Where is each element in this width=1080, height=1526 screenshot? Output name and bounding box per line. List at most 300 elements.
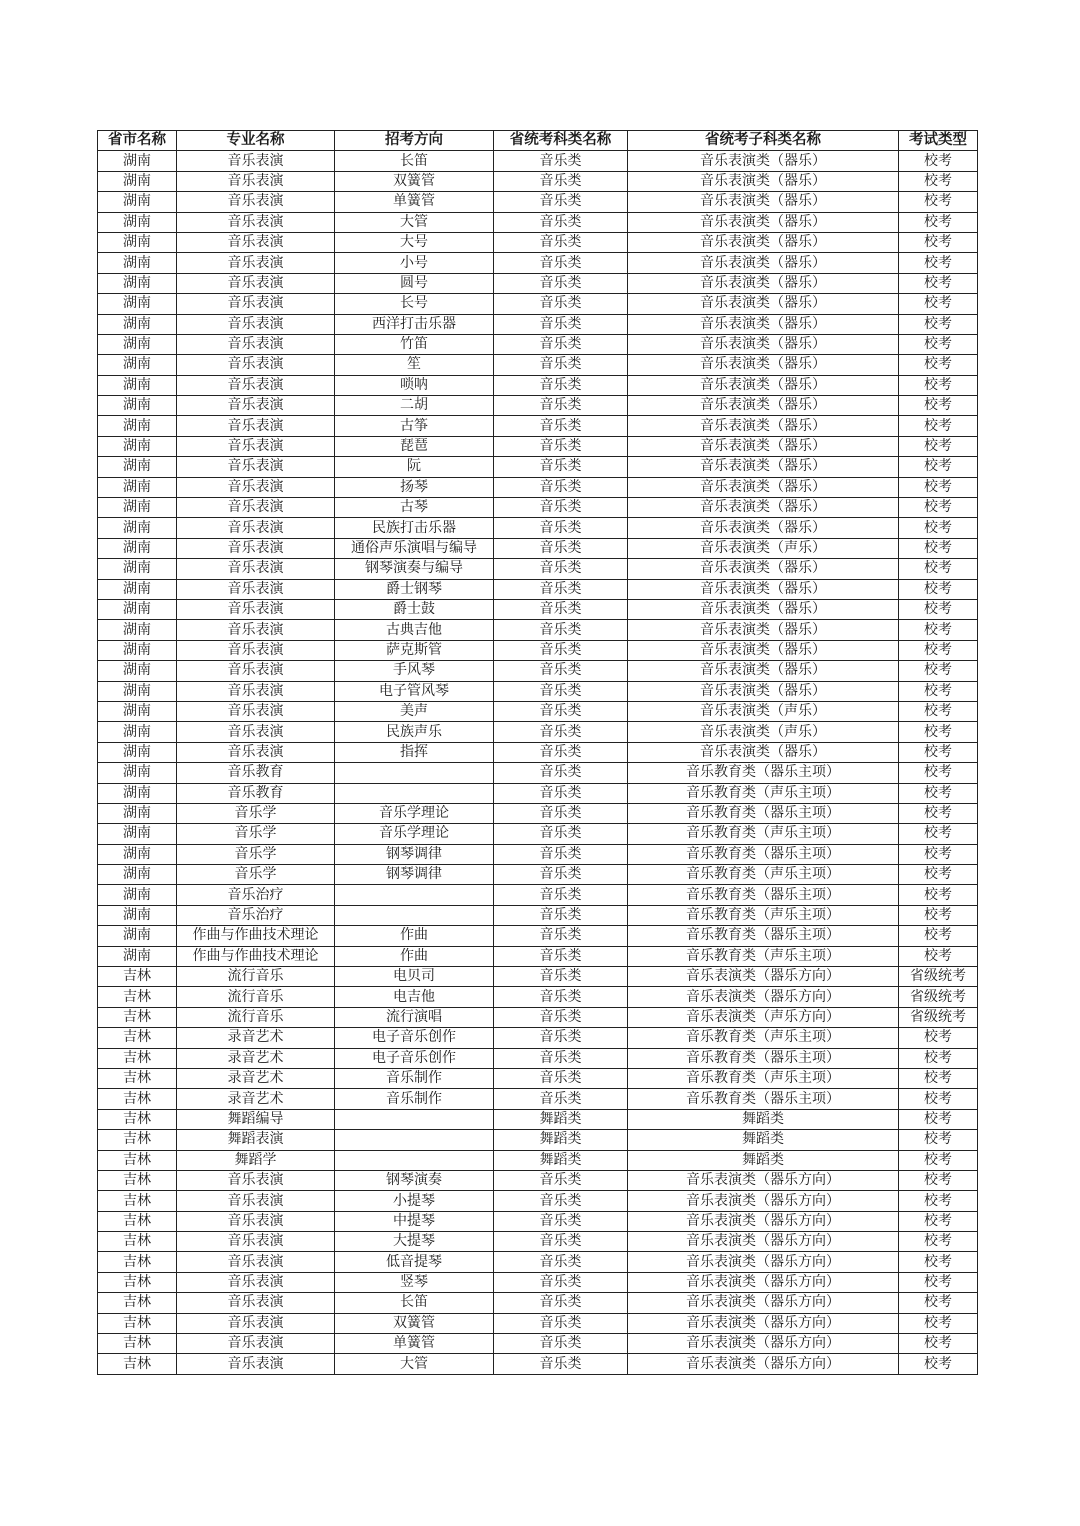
cell-province: 湖南 — [98, 844, 177, 864]
cell-exam-type: 校考 — [899, 334, 978, 354]
cell-major: 音乐表演 — [177, 1313, 335, 1333]
cell-major: 音乐学 — [177, 844, 335, 864]
cell-province: 湖南 — [98, 722, 177, 742]
cell-province: 湖南 — [98, 640, 177, 660]
cell-province: 湖南 — [98, 865, 177, 885]
cell-subcategory: 音乐教育类（声乐主项） — [628, 1028, 899, 1048]
cell-major: 作曲与作曲技术理论 — [177, 946, 335, 966]
table-row — [98, 803, 978, 823]
cell-category: 音乐类 — [494, 987, 628, 1007]
header-row — [98, 131, 978, 151]
cell-category: 音乐类 — [494, 905, 628, 925]
cell-category: 音乐类 — [494, 1089, 628, 1109]
cell-subcategory: 音乐教育类（声乐主项） — [628, 1068, 899, 1088]
cell-subcategory: 音乐教育类（声乐主项） — [628, 783, 899, 803]
cell-direction: 小提琴 — [335, 1191, 494, 1211]
cell-subcategory: 音乐教育类（声乐主项） — [628, 865, 899, 885]
table-row — [98, 375, 978, 395]
cell-major: 音乐表演 — [177, 232, 335, 252]
table-row — [98, 1313, 978, 1333]
cell-exam-type: 省级统考 — [899, 987, 978, 1007]
cell-category: 音乐类 — [494, 559, 628, 579]
cell-exam-type: 校考 — [899, 1232, 978, 1252]
table-row — [98, 396, 978, 416]
cell-category: 音乐类 — [494, 436, 628, 456]
table-row — [98, 1272, 978, 1292]
cell-category: 音乐类 — [494, 1232, 628, 1252]
cell-province: 湖南 — [98, 334, 177, 354]
cell-province: 湖南 — [98, 396, 177, 416]
cell-subcategory: 音乐表演类（器乐） — [628, 151, 899, 171]
cell-category: 音乐类 — [494, 824, 628, 844]
cell-category: 音乐类 — [494, 171, 628, 191]
cell-major: 音乐表演 — [177, 457, 335, 477]
cell-major: 音乐表演 — [177, 355, 335, 375]
table-row — [98, 355, 978, 375]
cell-category: 音乐类 — [494, 1334, 628, 1354]
cell-category: 音乐类 — [494, 477, 628, 497]
cell-subcategory: 音乐表演类（器乐方向） — [628, 967, 899, 987]
cell-category: 音乐类 — [494, 1048, 628, 1068]
cell-direction: 小号 — [335, 253, 494, 273]
cell-major: 音乐表演 — [177, 171, 335, 191]
table-row — [98, 620, 978, 640]
cell-exam-type: 校考 — [899, 1293, 978, 1313]
table-row — [98, 905, 978, 925]
cell-province: 吉林 — [98, 987, 177, 1007]
cell-province: 吉林 — [98, 1313, 177, 1333]
cell-category: 音乐类 — [494, 1068, 628, 1088]
cell-category: 音乐类 — [494, 579, 628, 599]
cell-province: 吉林 — [98, 967, 177, 987]
cell-subcategory: 音乐表演类（器乐） — [628, 681, 899, 701]
table-row — [98, 477, 978, 497]
cell-province: 湖南 — [98, 701, 177, 721]
table-row — [98, 192, 978, 212]
cell-exam-type: 校考 — [899, 926, 978, 946]
cell-major: 音乐表演 — [177, 681, 335, 701]
cell-province: 湖南 — [98, 946, 177, 966]
cell-province: 吉林 — [98, 1028, 177, 1048]
cell-category: 音乐类 — [494, 926, 628, 946]
cell-exam-type: 校考 — [899, 599, 978, 619]
cell-major: 录音艺术 — [177, 1048, 335, 1068]
cell-province: 湖南 — [98, 436, 177, 456]
cell-province: 湖南 — [98, 212, 177, 232]
cell-direction: 单簧管 — [335, 1334, 494, 1354]
cell-exam-type: 校考 — [899, 1334, 978, 1354]
table-row — [98, 538, 978, 558]
cell-direction: 钢琴调律 — [335, 844, 494, 864]
cell-subcategory: 音乐教育类（声乐主项） — [628, 946, 899, 966]
header-category: 省统考科类名称 — [494, 131, 628, 151]
cell-province: 吉林 — [98, 1211, 177, 1231]
cell-major: 音乐表演 — [177, 661, 335, 681]
cell-exam-type: 校考 — [899, 294, 978, 314]
cell-major: 录音艺术 — [177, 1089, 335, 1109]
table-row — [98, 1068, 978, 1088]
cell-major: 音乐学 — [177, 824, 335, 844]
table-row — [98, 1293, 978, 1313]
cell-subcategory: 音乐表演类（器乐） — [628, 559, 899, 579]
cell-province: 湖南 — [98, 783, 177, 803]
cell-subcategory: 音乐表演类（器乐方向） — [628, 987, 899, 1007]
table-body — [98, 151, 978, 1374]
cell-province: 湖南 — [98, 803, 177, 823]
table-row — [98, 722, 978, 742]
cell-major: 音乐表演 — [177, 151, 335, 171]
cell-exam-type: 校考 — [899, 905, 978, 925]
cell-province: 湖南 — [98, 824, 177, 844]
cell-major: 流行音乐 — [177, 987, 335, 1007]
header-major: 专业名称 — [177, 131, 335, 151]
table-row — [98, 171, 978, 191]
table-row — [98, 1191, 978, 1211]
table-row — [98, 763, 978, 783]
cell-subcategory: 音乐表演类（器乐方向） — [628, 1334, 899, 1354]
cell-category: 音乐类 — [494, 375, 628, 395]
cell-direction: 指挥 — [335, 742, 494, 762]
cell-direction: 电贝司 — [335, 967, 494, 987]
cell-direction — [335, 885, 494, 905]
cell-province: 湖南 — [98, 294, 177, 314]
table-row — [98, 824, 978, 844]
cell-province: 吉林 — [98, 1170, 177, 1190]
cell-exam-type: 校考 — [899, 865, 978, 885]
cell-direction: 竹笛 — [335, 334, 494, 354]
cell-exam-type: 校考 — [899, 375, 978, 395]
cell-province: 湖南 — [98, 620, 177, 640]
cell-subcategory: 音乐表演类（器乐方向） — [628, 1272, 899, 1292]
cell-category: 音乐类 — [494, 1007, 628, 1027]
cell-province: 湖南 — [98, 355, 177, 375]
cell-subcategory: 音乐表演类（器乐方向） — [628, 1252, 899, 1272]
table-row — [98, 844, 978, 864]
cell-province: 湖南 — [98, 253, 177, 273]
cell-direction: 民族打击乐器 — [335, 518, 494, 538]
cell-major: 音乐表演 — [177, 416, 335, 436]
cell-major: 音乐表演 — [177, 1170, 335, 1190]
cell-exam-type: 校考 — [899, 518, 978, 538]
cell-direction — [335, 1109, 494, 1129]
cell-exam-type: 校考 — [899, 1109, 978, 1129]
cell-exam-type: 校考 — [899, 1354, 978, 1374]
cell-exam-type: 校考 — [899, 498, 978, 518]
cell-exam-type: 校考 — [899, 885, 978, 905]
cell-category: 音乐类 — [494, 661, 628, 681]
cell-exam-type: 校考 — [899, 1211, 978, 1231]
cell-major: 音乐表演 — [177, 294, 335, 314]
cell-major: 音乐表演 — [177, 253, 335, 273]
cell-province: 湖南 — [98, 498, 177, 518]
table-row — [98, 946, 978, 966]
cell-major: 音乐表演 — [177, 701, 335, 721]
cell-exam-type: 校考 — [899, 824, 978, 844]
cell-direction: 钢琴调律 — [335, 865, 494, 885]
cell-exam-type: 校考 — [899, 1313, 978, 1333]
table-row — [98, 334, 978, 354]
cell-major: 录音艺术 — [177, 1068, 335, 1088]
cell-major: 音乐治疗 — [177, 885, 335, 905]
cell-direction: 单簧管 — [335, 192, 494, 212]
cell-exam-type: 校考 — [899, 273, 978, 293]
cell-province: 湖南 — [98, 599, 177, 619]
cell-category: 音乐类 — [494, 1293, 628, 1313]
cell-exam-type: 校考 — [899, 171, 978, 191]
cell-subcategory: 音乐教育类（器乐主项） — [628, 1048, 899, 1068]
cell-exam-type: 省级统考 — [899, 967, 978, 987]
table-row — [98, 212, 978, 232]
table-row — [98, 498, 978, 518]
cell-major: 音乐表演 — [177, 742, 335, 762]
table-row — [98, 1334, 978, 1354]
cell-major: 音乐治疗 — [177, 905, 335, 925]
cell-major: 音乐表演 — [177, 538, 335, 558]
cell-subcategory: 音乐表演类（器乐方向） — [628, 1293, 899, 1313]
cell-category: 音乐类 — [494, 151, 628, 171]
cell-subcategory: 音乐表演类（器乐） — [628, 273, 899, 293]
table-row — [98, 599, 978, 619]
cell-major: 音乐表演 — [177, 1334, 335, 1354]
cell-major: 音乐表演 — [177, 212, 335, 232]
table-row — [98, 885, 978, 905]
cell-subcategory: 音乐表演类（器乐） — [628, 334, 899, 354]
cell-exam-type: 校考 — [899, 579, 978, 599]
cell-direction: 琵琶 — [335, 436, 494, 456]
cell-province: 湖南 — [98, 763, 177, 783]
header-direction: 招考方向 — [335, 131, 494, 151]
cell-province: 吉林 — [98, 1232, 177, 1252]
cell-category: 音乐类 — [494, 885, 628, 905]
cell-subcategory: 音乐表演类（器乐） — [628, 661, 899, 681]
cell-exam-type: 校考 — [899, 1028, 978, 1048]
cell-major: 舞蹈学 — [177, 1150, 335, 1170]
cell-exam-type: 校考 — [899, 1130, 978, 1150]
cell-subcategory: 音乐表演类（器乐） — [628, 620, 899, 640]
cell-province: 吉林 — [98, 1334, 177, 1354]
cell-category: 舞蹈类 — [494, 1109, 628, 1129]
cell-direction: 圆号 — [335, 273, 494, 293]
cell-subcategory: 音乐表演类（器乐） — [628, 396, 899, 416]
cell-category: 音乐类 — [494, 232, 628, 252]
cell-exam-type: 校考 — [899, 314, 978, 334]
cell-direction: 萨克斯管 — [335, 640, 494, 660]
cell-exam-type: 校考 — [899, 559, 978, 579]
cell-subcategory: 音乐表演类（器乐方向） — [628, 1354, 899, 1374]
cell-subcategory: 音乐教育类（声乐主项） — [628, 824, 899, 844]
cell-exam-type: 校考 — [899, 722, 978, 742]
cell-exam-type: 校考 — [899, 763, 978, 783]
header-exam-type: 考试类型 — [899, 131, 978, 151]
table-row — [98, 640, 978, 660]
table-row — [98, 1252, 978, 1272]
table-row — [98, 1354, 978, 1374]
cell-exam-type: 校考 — [899, 1150, 978, 1170]
cell-direction: 钢琴演奏 — [335, 1170, 494, 1190]
cell-subcategory: 舞蹈类 — [628, 1130, 899, 1150]
cell-exam-type: 校考 — [899, 1252, 978, 1272]
table-row — [98, 1007, 978, 1027]
cell-direction: 大提琴 — [335, 1232, 494, 1252]
cell-subcategory: 音乐表演类（器乐） — [628, 416, 899, 436]
cell-direction: 音乐学理论 — [335, 824, 494, 844]
cell-direction: 古筝 — [335, 416, 494, 436]
cell-category: 音乐类 — [494, 1252, 628, 1272]
cell-province: 湖南 — [98, 559, 177, 579]
cell-province: 湖南 — [98, 885, 177, 905]
cell-subcategory: 音乐表演类（器乐） — [628, 253, 899, 273]
cell-subcategory: 音乐教育类（器乐主项） — [628, 803, 899, 823]
cell-exam-type: 校考 — [899, 232, 978, 252]
cell-direction: 双簧管 — [335, 1313, 494, 1333]
cell-direction — [335, 783, 494, 803]
cell-subcategory: 音乐表演类（声乐） — [628, 538, 899, 558]
cell-province: 湖南 — [98, 579, 177, 599]
cell-subcategory: 音乐表演类（器乐） — [628, 457, 899, 477]
cell-major: 音乐表演 — [177, 375, 335, 395]
cell-category: 音乐类 — [494, 538, 628, 558]
cell-province: 吉林 — [98, 1130, 177, 1150]
cell-subcategory: 音乐教育类（器乐主项） — [628, 844, 899, 864]
cell-major: 音乐表演 — [177, 579, 335, 599]
cell-category: 音乐类 — [494, 1354, 628, 1374]
cell-subcategory: 音乐表演类（器乐） — [628, 212, 899, 232]
exam-table — [97, 130, 978, 1375]
table-row — [98, 742, 978, 762]
cell-direction: 长号 — [335, 294, 494, 314]
cell-direction: 电子音乐创作 — [335, 1028, 494, 1048]
table-row — [98, 253, 978, 273]
cell-province: 湖南 — [98, 518, 177, 538]
table-row — [98, 273, 978, 293]
cell-province: 吉林 — [98, 1354, 177, 1374]
cell-major: 音乐表演 — [177, 273, 335, 293]
cell-subcategory: 音乐表演类（声乐） — [628, 701, 899, 721]
cell-province: 吉林 — [98, 1089, 177, 1109]
cell-subcategory: 音乐表演类（器乐） — [628, 294, 899, 314]
cell-exam-type: 校考 — [899, 803, 978, 823]
cell-category: 音乐类 — [494, 273, 628, 293]
cell-subcategory: 音乐表演类（器乐） — [628, 477, 899, 497]
cell-category: 音乐类 — [494, 967, 628, 987]
table-row — [98, 294, 978, 314]
cell-direction: 音乐制作 — [335, 1089, 494, 1109]
header-province: 省市名称 — [98, 131, 177, 151]
cell-province: 湖南 — [98, 926, 177, 946]
cell-category: 音乐类 — [494, 416, 628, 436]
cell-province: 湖南 — [98, 905, 177, 925]
cell-exam-type: 校考 — [899, 253, 978, 273]
cell-category: 音乐类 — [494, 518, 628, 538]
cell-category: 音乐类 — [494, 763, 628, 783]
table-row — [98, 1211, 978, 1231]
cell-category: 音乐类 — [494, 620, 628, 640]
cell-major: 音乐表演 — [177, 620, 335, 640]
cell-category: 音乐类 — [494, 212, 628, 232]
table-row — [98, 1232, 978, 1252]
cell-major: 音乐表演 — [177, 1191, 335, 1211]
table-row — [98, 416, 978, 436]
cell-direction: 民族声乐 — [335, 722, 494, 742]
cell-subcategory: 舞蹈类 — [628, 1150, 899, 1170]
cell-exam-type: 校考 — [899, 946, 978, 966]
cell-category: 音乐类 — [494, 314, 628, 334]
cell-major: 音乐表演 — [177, 498, 335, 518]
cell-direction: 作曲 — [335, 946, 494, 966]
cell-subcategory: 音乐表演类（器乐） — [628, 599, 899, 619]
cell-major: 音乐表演 — [177, 1252, 335, 1272]
cell-province: 湖南 — [98, 314, 177, 334]
cell-subcategory: 音乐教育类（声乐主项） — [628, 905, 899, 925]
cell-province: 湖南 — [98, 375, 177, 395]
cell-major: 音乐表演 — [177, 599, 335, 619]
cell-subcategory: 音乐表演类（声乐） — [628, 722, 899, 742]
table-row — [98, 681, 978, 701]
cell-subcategory: 音乐表演类（器乐） — [628, 518, 899, 538]
table-row — [98, 1048, 978, 1068]
cell-major: 音乐表演 — [177, 722, 335, 742]
table-header — [98, 131, 978, 151]
table-row — [98, 1109, 978, 1129]
table-row — [98, 1150, 978, 1170]
cell-major: 音乐表演 — [177, 1354, 335, 1374]
cell-category: 音乐类 — [494, 803, 628, 823]
cell-major: 流行音乐 — [177, 1007, 335, 1027]
cell-province: 吉林 — [98, 1252, 177, 1272]
table-row — [98, 232, 978, 252]
cell-subcategory: 音乐表演类（器乐方向） — [628, 1170, 899, 1190]
cell-subcategory: 音乐表演类（器乐） — [628, 232, 899, 252]
cell-category: 音乐类 — [494, 1028, 628, 1048]
cell-direction: 扬琴 — [335, 477, 494, 497]
table-row — [98, 701, 978, 721]
cell-direction: 电吉他 — [335, 987, 494, 1007]
cell-exam-type: 校考 — [899, 477, 978, 497]
cell-direction: 大管 — [335, 212, 494, 232]
table-row — [98, 1089, 978, 1109]
cell-exam-type: 校考 — [899, 416, 978, 436]
cell-category: 音乐类 — [494, 253, 628, 273]
cell-major: 舞蹈表演 — [177, 1130, 335, 1150]
cell-direction: 爵士钢琴 — [335, 579, 494, 599]
cell-exam-type: 校考 — [899, 1191, 978, 1211]
cell-direction: 古典吉他 — [335, 620, 494, 640]
cell-major: 音乐表演 — [177, 334, 335, 354]
cell-category: 音乐类 — [494, 294, 628, 314]
table-row — [98, 518, 978, 538]
cell-direction: 长笛 — [335, 1293, 494, 1313]
cell-direction — [335, 763, 494, 783]
cell-province: 湖南 — [98, 171, 177, 191]
cell-exam-type: 校考 — [899, 151, 978, 171]
cell-subcategory: 音乐教育类（器乐主项） — [628, 926, 899, 946]
cell-category: 音乐类 — [494, 1211, 628, 1231]
cell-province: 吉林 — [98, 1007, 177, 1027]
cell-province: 湖南 — [98, 192, 177, 212]
cell-category: 音乐类 — [494, 701, 628, 721]
cell-major: 录音艺术 — [177, 1028, 335, 1048]
cell-direction: 爵士鼓 — [335, 599, 494, 619]
cell-direction: 通俗声乐演唱与编导 — [335, 538, 494, 558]
cell-province: 湖南 — [98, 273, 177, 293]
cell-major: 作曲与作曲技术理论 — [177, 926, 335, 946]
cell-province: 吉林 — [98, 1150, 177, 1170]
cell-province: 吉林 — [98, 1048, 177, 1068]
cell-exam-type: 校考 — [899, 681, 978, 701]
cell-subcategory: 音乐表演类（器乐） — [628, 192, 899, 212]
cell-province: 湖南 — [98, 742, 177, 762]
table-row — [98, 865, 978, 885]
